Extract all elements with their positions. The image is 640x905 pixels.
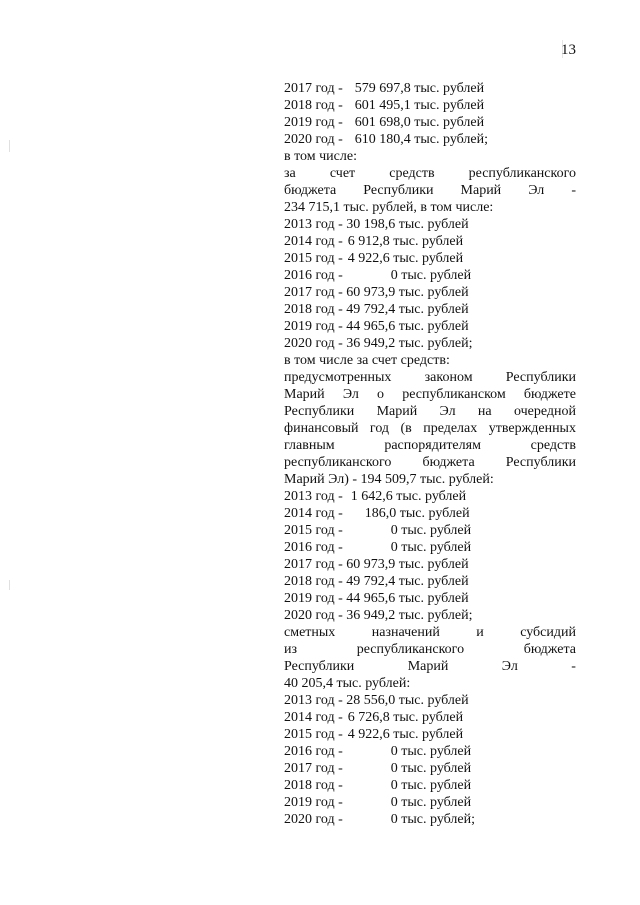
word: бюджета	[284, 183, 337, 198]
word: Эл	[501, 659, 518, 674]
year-amount-line	[284, 233, 576, 250]
word: Республики	[284, 659, 355, 674]
year-label: 2017 год -	[284, 761, 343, 776]
year-amount-line	[284, 131, 576, 148]
page-number: 13	[561, 42, 576, 58]
text-line: 2013 год - 28 556,0 тыс. рублей	[284, 693, 469, 708]
funding-text-block	[284, 80, 576, 828]
word: республиканского	[468, 166, 576, 181]
year-amount-line	[284, 250, 576, 267]
word: Эл	[528, 183, 545, 198]
text-line: 2018 год - 49 792,4 тыс. рублей	[284, 302, 469, 317]
amount-value: 0 тыс. рублей	[390, 268, 472, 283]
year-amount-line	[284, 811, 576, 828]
amount-value: 601 495,1 тыс. рублей	[354, 98, 485, 113]
word: бюджете	[523, 387, 576, 402]
word: из	[284, 642, 298, 657]
year-label: 2016 год -	[284, 744, 343, 759]
year-label: 2017 год -	[284, 81, 343, 96]
word: утвержденных	[488, 421, 576, 436]
amount-value: 0 тыс. рублей	[390, 744, 472, 759]
margin-mark	[562, 40, 563, 58]
word: назначений	[371, 625, 440, 640]
amount-value: 186,0 тыс. рублей	[364, 506, 470, 521]
year-label: 2016 год -	[284, 268, 343, 283]
word: Эл	[342, 387, 359, 402]
year-amount-line	[284, 114, 576, 131]
justified-line	[284, 369, 576, 386]
year-label: 2015 год -	[284, 727, 343, 742]
word: законом	[424, 370, 473, 385]
year-label: 2014 год -	[284, 234, 343, 249]
year-amount-line	[284, 743, 576, 760]
amount-value: 610 180,4 тыс. рублей;	[354, 132, 489, 147]
year-amount-line	[284, 726, 576, 743]
word: Марий	[460, 183, 502, 198]
word: -	[571, 659, 576, 674]
justified-line	[284, 182, 576, 199]
word: предусмотренных	[284, 370, 392, 385]
margin-mark	[9, 140, 10, 152]
amount-value: 601 698,0 тыс. рублей	[354, 115, 485, 130]
year-amount-line	[284, 709, 576, 726]
year-amount-line	[284, 522, 576, 539]
word: Эл	[439, 404, 456, 419]
word: о	[377, 387, 385, 402]
amount-value: 4 922,6 тыс. рублей	[347, 251, 464, 266]
word: средств	[389, 166, 435, 181]
year-label: 2020 год -	[284, 132, 343, 147]
word: бюджета	[523, 642, 576, 657]
word: Марий	[284, 387, 325, 402]
year-amount-line	[284, 80, 576, 97]
amount-value: 0 тыс. рублей	[390, 761, 472, 776]
justified-line	[284, 420, 576, 437]
year-label: 2015 год -	[284, 523, 343, 538]
word: республиканского	[284, 455, 392, 470]
year-label: 2013 год -	[284, 489, 343, 504]
amount-value: 6 726,8 тыс. рублей	[347, 710, 464, 725]
word: республиканского	[356, 642, 465, 657]
year-label: 2014 год -	[284, 506, 343, 521]
amount-value: 579 697,8 тыс. рублей	[354, 81, 485, 96]
justified-line	[284, 658, 576, 675]
justified-line	[284, 386, 576, 403]
text-line: 40 205,4 тыс. рублей:	[284, 676, 411, 691]
year-amount-line	[284, 505, 576, 522]
word: на	[477, 404, 492, 419]
word: сметных	[284, 625, 336, 640]
year-label: 2020 год -	[284, 812, 343, 827]
justified-line	[284, 641, 576, 658]
amount-value: 6 912,8 тыс. рублей	[347, 234, 464, 249]
amount-value: 0 тыс. рублей	[390, 523, 472, 538]
text-line: 2018 год - 49 792,4 тыс. рублей	[284, 574, 469, 589]
word: средств	[530, 438, 576, 453]
word: распорядителям	[384, 438, 481, 453]
year-label: 2014 год -	[284, 710, 343, 725]
amount-value: 0 тыс. рублей	[390, 540, 472, 555]
year-label: 2016 год -	[284, 540, 343, 555]
text-line: 234 715,1 тыс. рублей, в том числе:	[284, 200, 494, 215]
amount-value: 0 тыс. рублей;	[390, 812, 476, 827]
word: счет	[329, 166, 356, 181]
word: и	[476, 625, 484, 640]
word: год	[369, 421, 390, 436]
word: финансовый	[284, 421, 359, 436]
justified-line	[284, 624, 576, 641]
text-line: Марий Эл) - 194 509,7 тыс. рублей:	[284, 472, 494, 487]
word: Республики	[505, 455, 576, 470]
text-line: 2019 год - 44 965,6 тыс. рублей	[284, 591, 469, 606]
text-line: в том числе за счет средств:	[284, 353, 450, 368]
amount-value: 0 тыс. рублей	[390, 778, 472, 793]
word: Республики	[505, 370, 576, 385]
year-label: 2018 год -	[284, 98, 343, 113]
year-amount-line	[284, 267, 576, 284]
year-amount-line	[284, 777, 576, 794]
word: республиканском	[402, 387, 506, 402]
text-line: 2020 год - 36 949,2 тыс. рублей;	[284, 608, 473, 623]
word: Марий	[407, 659, 449, 674]
justified-line	[284, 403, 576, 420]
word: Республики	[284, 404, 355, 419]
year-label: 2019 год -	[284, 795, 343, 810]
word: Марий	[376, 404, 418, 419]
text-line: в том числе:	[284, 149, 357, 164]
word: за	[284, 166, 296, 181]
text-line: 2017 год - 60 973,9 тыс. рублей	[284, 285, 469, 300]
text-line: 2020 год - 36 949,2 тыс. рублей;	[284, 336, 473, 351]
word: главным	[284, 438, 335, 453]
justified-line	[284, 454, 576, 471]
word: (в	[400, 421, 412, 436]
year-amount-line	[284, 97, 576, 114]
amount-value: 1 642,6 тыс. рублей	[350, 489, 467, 504]
word: очередной	[513, 404, 576, 419]
word: пределах	[423, 421, 478, 436]
word: Республики	[363, 183, 434, 198]
year-label: 2015 год -	[284, 251, 343, 266]
amount-value: 0 тыс. рублей	[390, 795, 472, 810]
text-line: 2013 год - 30 198,6 тыс. рублей	[284, 217, 469, 232]
word: -	[571, 183, 576, 198]
word: субсидий	[520, 625, 576, 640]
text-line: 2017 год - 60 973,9 тыс. рублей	[284, 557, 469, 572]
word: бюджета	[422, 455, 475, 470]
year-amount-line	[284, 760, 576, 777]
year-label: 2019 год -	[284, 115, 343, 130]
margin-mark	[9, 580, 10, 590]
year-amount-line	[284, 794, 576, 811]
year-label: 2018 год -	[284, 778, 343, 793]
year-amount-line	[284, 488, 576, 505]
text-line: 2019 год - 44 965,6 тыс. рублей	[284, 319, 469, 334]
amount-value: 4 922,6 тыс. рублей	[347, 727, 464, 742]
justified-line	[284, 437, 576, 454]
justified-line	[284, 165, 576, 182]
year-amount-line	[284, 539, 576, 556]
